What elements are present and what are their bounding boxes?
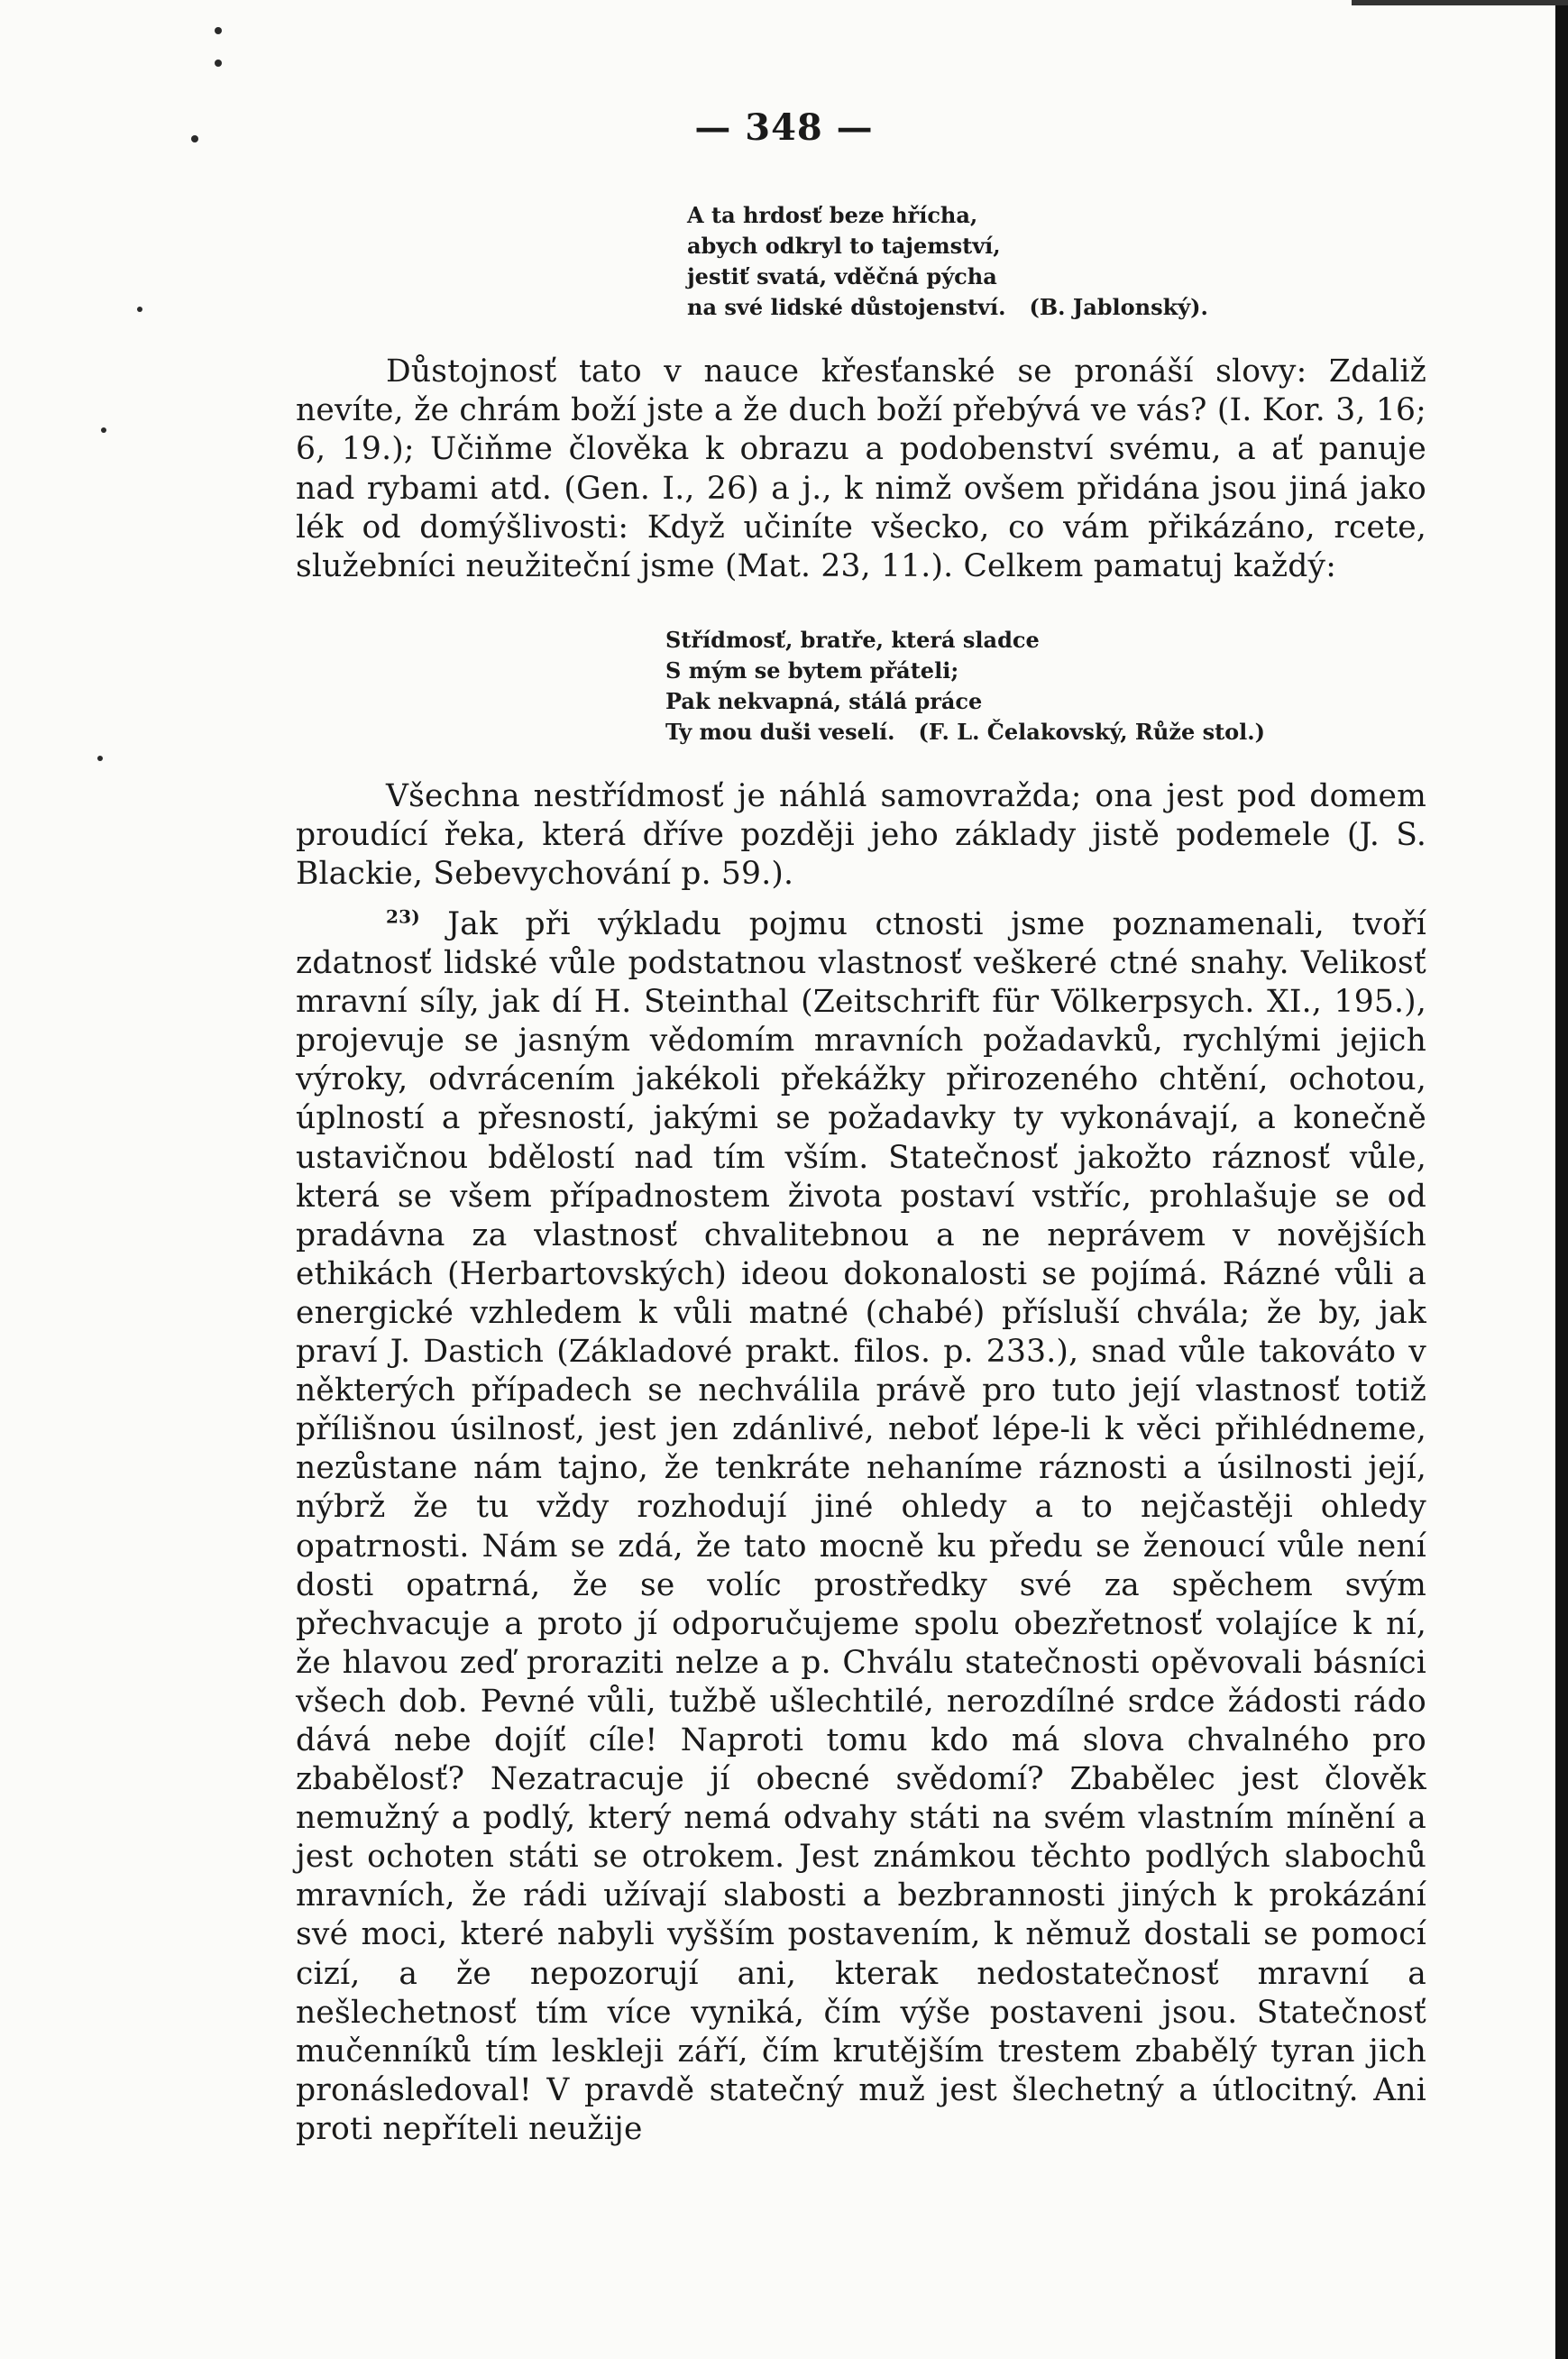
poem-line-text: Ty mou duši veselí.	[665, 719, 895, 745]
poem-line: Pak nekvapná, stálá práce	[665, 688, 983, 714]
poem-line-last	[665, 717, 1265, 748]
poem-attribution: (F. L. Čelakovský, Růže stol.)	[918, 719, 1266, 745]
paragraph-footnote-23	[296, 905, 1426, 2149]
paragraph-intemperance	[296, 777, 1426, 895]
poem-line: A ta hrdosť beze hřícha,	[687, 202, 978, 228]
scan-speck	[215, 60, 222, 67]
page-number: — 348 —	[694, 106, 874, 149]
paragraph-dignity	[296, 353, 1426, 586]
poem-verse-celakovsky	[665, 625, 1265, 748]
poem-line: Střídmosť, bratře, která sladce	[665, 627, 1040, 653]
poem-line: abych odkryl to tajemství,	[687, 233, 1001, 259]
scan-speck	[215, 27, 222, 34]
poem-line: S mým se bytem přáteli;	[665, 657, 959, 684]
scan-speck	[137, 307, 142, 312]
footnote-marker: 23)	[386, 905, 420, 928]
poem-verse-jablonsky	[687, 200, 1208, 323]
poem-line-text: na své lidské důstojenství.	[687, 294, 1006, 320]
poem-attribution: (B. Jablonský).	[1029, 294, 1208, 320]
poem-line: jestiť svatá, vděčná pýcha	[687, 263, 997, 289]
scan-border-top	[1352, 0, 1568, 27]
scan-border-right	[1555, 0, 1568, 2359]
poem-line-last	[687, 292, 1208, 323]
scan-speck	[97, 756, 103, 761]
paragraph-text: Všechna nestřídmosť je náhlá samovražda; ona jest pod domem proudící řeka, která dříve později jeho základy jistě podemele (J. S. Blackie, Sebevychování p. 59.).	[296, 778, 1426, 893]
paragraph-text: Důstojnosť tato v nauce křesťanské se pronáší slovy: Zdaliž nevíte, že chrám boží jste a že duch boží přebývá ve vás? (I. Kor. 3, 16; 6, 19.); Učiňme člověka k obrazu a podobenství svému, a ať panuje nad rybami atd. (Gen. I., 26) a j., k nimž ovšem přidána jsou jiná jako lék od domýšlivosti: Když učiníte všecko, co vám přikázáno, rcete, služebníci neužiteční jsme (Mat. 23, 11.). Celkem pamatuj každý:	[296, 353, 1426, 585]
scan-speck	[101, 427, 106, 433]
paragraph-text: Jak při výkladu pojmu ctnosti jsme poznamenali, tvoří zdatnosť lidské vůle podstatnou vlastnosť veškeré ctné snahy. Velikosť mravní síly, jak dí H. Steinthal (Zeitschrift für Völkerpsych. XI., 195.), projevuje se jasným vědomím mravních požadavků, rychlými jejich výroky, odvrácením jakékoli překážky přirozeného chtění, ochotou, úplností a přesností, jakými se požadavky ty vykonávají, a konečně ustavičnou bdělostí nad tím vším. Statečnosť jakožto ráznosť vůle, která se všem případnostem života postaví vstříc, prohlašuje se od pradávna za vlastnosť chvalitebnou a ne neprávem v novějších ethikách (Herbartovských) ideou dokonalosti se pojímá. Rázné vůli a energické vzhledem k vůli matné (chabé) přísluší chvála; že by, jak praví J. Dastich (Základové prakt. filos. p. 233.), snad vůle takováto v některých případech se nechválila právě pro tuto její vlastnosť totiž přílišnou úsilnosť, jest jen zdánlivé, neboť lépe-li k věci přihlédneme, nezůstane nám tajno, že tenkráte nehaníme ráznosti a úsilnosti její, nýbrž že tu vždy rozhodují jiné ohledy a to nejčastěji ohledy opatrnosti. Nám se zdá, že tato mocně ku předu se ženoucí vůle není dosti opatrná, že se volíc prostředky své za spěchem svým přechvacuje a proto jí odporučujeme spolu obezřetnosť volajíce k ní, že hlavou zeď proraziti nelze a p. Chválu statečnosti opěvovali básníci všech dob. Pevné vůli, tužbě ušlechtilé, nerozdílné srdce žádosti rádo dává nebe dojíť cíle! Naproti tomu kdo má slova chvalného pro zbabělosť? Nezatracuje jí obecné svědomí? Zbabělec jest člověk nemužný a podlý, který nemá odvahy státi na svém vlastním mínění a jest ochoten státi se otrokem. Jest známkou těchto podlých slabochů mravních, že rádi užívají slabosti a bezbrannosti jiných k prokázání své moci, které nabyli vyšším postavením, k němuž dostali se pomocí cizí, a že nepozorují ani, kterak nedostatečnosť mravní a nešlechetnosť tím více vyniká, čím výše postaveni jsou. Statečnosť mučenníků tím leskleji září, čím krutějším trestem zbabělý tyran jich pronásledoval! V pravdě statečný muž jest šlechetný a útlocitný. Ani proti nepříteli neužije	[296, 906, 1426, 2147]
